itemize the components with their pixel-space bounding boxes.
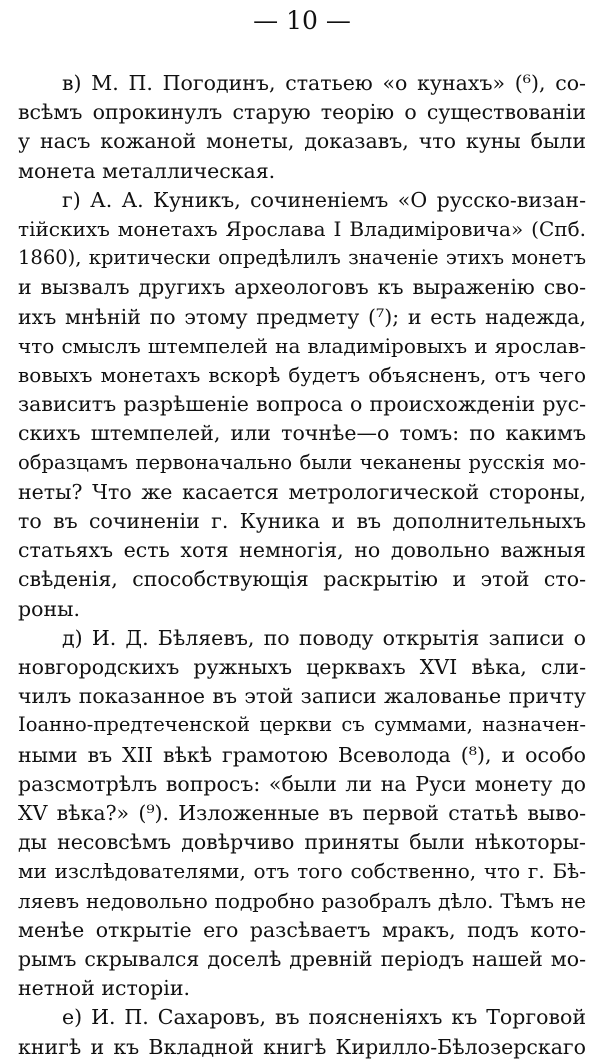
text-line: д) И. Д. Бѣляевъ, по поводу открытія записи о (62, 625, 586, 650)
text-line: 1860), критически опредѣлилъ значеніе этихъ монетъ (18, 246, 586, 270)
text-line: г) А. А. Куникъ, сочиненіемъ «О русско-визан- (62, 187, 586, 212)
text-line: образцамъ первоначально были чеканены русскія мо- (18, 450, 586, 474)
text-line: и вызвалъ другихъ археологовъ къ выраженію сво- (18, 275, 586, 300)
text-line: ляевъ недовольно подробно разобралъ дѣло. Тѣмъ не (18, 888, 586, 913)
text-line: всѣмъ опрокинулъ старую теорію о существованіи (18, 100, 586, 125)
text-line: чилъ показанное въ этой записи жалованье причту (18, 684, 586, 709)
text-line: роны. (18, 596, 80, 621)
text-line: новгородскихъ ружныхъ церквахъ XVI вѣка, сли- (18, 655, 586, 679)
text-line: нетной исторіи. (18, 976, 191, 1001)
text-line: зависитъ разрѣшеніе вопроса о происхожденіи рус- (18, 392, 586, 417)
text-line: ми изслѣдователями, отъ того собственно, что г. Бѣ- (18, 859, 586, 884)
text-line: ными въ XII вѣкѣ грамотою Всеволода (⁸), и особо (18, 742, 586, 767)
text-line: тійскихъ монетахъ Ярослава I Владиміровича» (Спб. (18, 217, 586, 241)
text-line: неты? Что же касается метрологической стороны, (18, 479, 586, 504)
text-line: в) М. П. Погодинъ, статьею «о кунахъ» (⁶), со- (62, 71, 586, 95)
text-line: свѣденія, способствующія раскрытію и этой сто- (18, 567, 586, 592)
text-line: ды несовсѣмъ довѣрчиво приняты были нѣкоторы- (18, 830, 586, 855)
text-line: Іоанно-предтеченской церкви съ суммами, назначен- (18, 713, 586, 737)
text-line: XV вѣка?» (⁹). Изложенные въ первой статьѣ выво- (18, 801, 586, 825)
text-line: рымъ скрывался доселѣ древній періодъ нашей мо- (18, 947, 586, 971)
text-line: скихъ штемпелей, или точнѣе—о томъ: по какимъ (18, 421, 586, 446)
text-line: менѣе открытіе его разсѣваетъ мракъ, подъ кото- (18, 917, 586, 942)
text-line: е) И. П. Сахаровъ, въ поясненіяхъ къ Торговой (62, 1005, 586, 1030)
text-line: разсмотрѣлъ вопросъ: «были ли на Руси монету до (18, 771, 586, 796)
text-line: статьяхъ есть хотя немногія, но довольно важныя (18, 538, 586, 563)
text-line: что смыслъ штемпелей на владиміровыхъ и ярослав- (18, 333, 586, 358)
text-line: монета металлическая. (18, 158, 276, 183)
page-number: — 10 — (253, 6, 351, 35)
text-line: у насъ кожаной монеты, доказавъ, что куны были (18, 129, 586, 154)
text-line: книгѣ и къ Вкладной книгѣ Кирилло-Бѣлозерскаго (18, 1034, 586, 1059)
text-line: вовыхъ монетахъ вскорѣ будетъ объясненъ, отъ чего (18, 363, 586, 387)
text-line: ихъ мнѣній по этому предмету (⁷); и есть надежда, (18, 304, 586, 329)
text-line: то въ сочиненіи г. Куника и въ дополнительныхъ (18, 509, 586, 533)
